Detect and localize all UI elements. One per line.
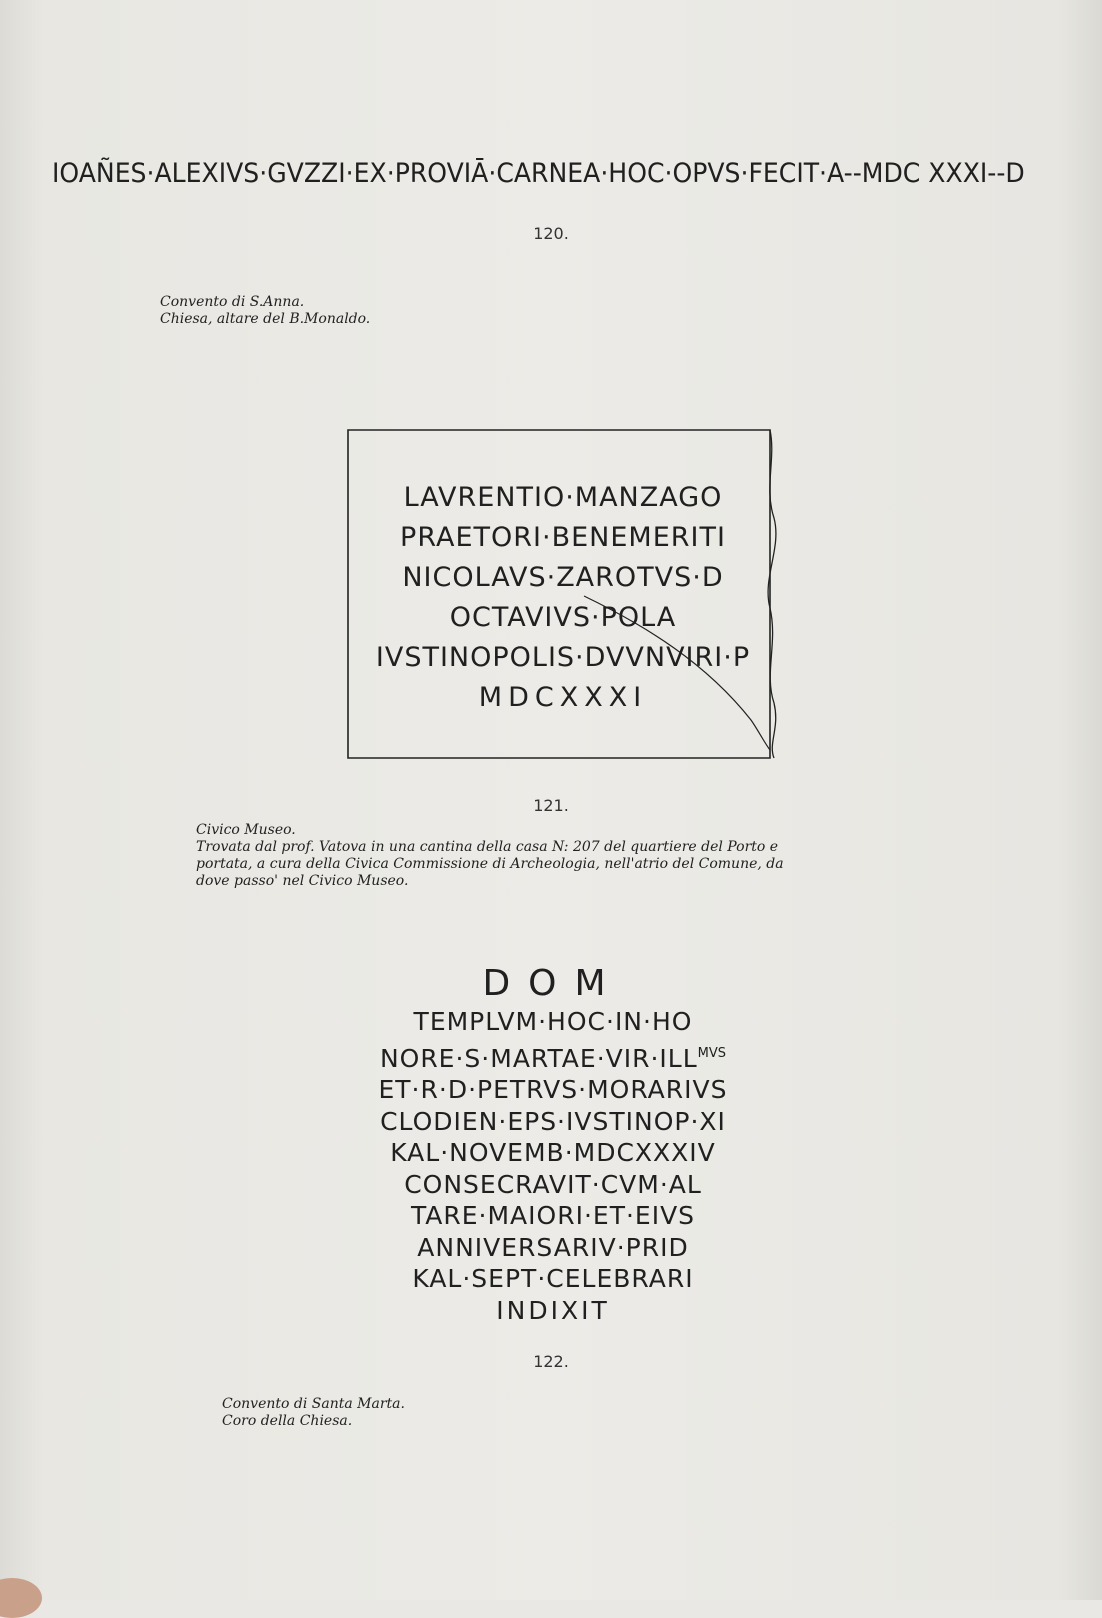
caption-line: Civico Museo.	[196, 822, 296, 838]
inscription-line: TARE·MAIORI·ET·EIVS	[410, 1201, 696, 1230]
inscription-line: CLODIEN·EPS·IVSTINOP·XI	[380, 1106, 726, 1136]
superscript-abbreviation: MVS	[697, 1045, 727, 1061]
caption-line: Convento di S.Anna.	[160, 294, 305, 310]
inscription-120-text: IOAÑES·ALEXIVS·GVZZI·EX·PROVIĀ·CARNEA·HOC·OPVS·FECIT·A--MDC XXXI--D	[52, 158, 1025, 189]
inscription-122-caption	[222, 1396, 405, 1430]
inscription-line: INDIXIT	[496, 1295, 610, 1325]
inscription-121-caption	[196, 822, 784, 890]
inscription-121-number: 121.	[533, 796, 569, 815]
inscription-120-number: 120.	[533, 224, 569, 243]
inscription-line: PRAETORI·BENEMERITI	[400, 522, 726, 553]
inscription-121-text	[346, 478, 780, 718]
inscription-line: KAL·NOVEMB·MDCXXXIV	[390, 1138, 716, 1167]
inscription-122-text	[351, 962, 755, 1326]
inscription-line: NICOLAVS·ZAROTVS·D	[402, 562, 724, 593]
inscription-122-number: 122.	[533, 1352, 569, 1371]
caption-line: Chiesa, altare del B.Monaldo.	[160, 311, 371, 327]
finger-thumb	[0, 1578, 42, 1618]
caption-line: portata, a cura della Civica Commissione di Archeologia, nell'atrio del Comune, da	[196, 856, 784, 872]
inscription-line: ANNIVERSARIV·PRID	[417, 1232, 689, 1262]
inscription-line: OCTAVIVS·POLA	[449, 602, 677, 633]
inscription-line: KAL·SEPT·CELEBRARI	[412, 1264, 694, 1293]
caption-line: dove passo' nel Civico Museo.	[196, 873, 409, 889]
inscription-line: CONSECRAVIT·CVM·AL	[404, 1169, 702, 1199]
inscription-line: MDCXXXI	[478, 682, 648, 713]
inscription-line: TEMPLVM·HOC·IN·HO	[413, 1007, 693, 1036]
inscription-122-title: DOM	[482, 963, 624, 1004]
caption-line: Coro della Chiesa.	[222, 1413, 353, 1429]
caption-line: Trovata dal prof. Vatova in una cantina della casa N: 207 del quartiere del Porto e	[196, 839, 779, 855]
inscription-line: LAVRENTIO·MANZAGO	[403, 482, 723, 513]
inscription-line	[351, 1038, 755, 1075]
caption-line: Convento di Santa Marta.	[222, 1396, 405, 1412]
inscription-line: IVSTINOPOLIS·DVVNVIRI·P	[375, 642, 751, 673]
inscription-120-caption	[160, 294, 370, 328]
inscription-line: ET·R·D·PETRVS·MORARIVS	[378, 1075, 728, 1104]
inscription-line-main: NORE·S·MARTAE·VIR·ILL	[379, 1043, 698, 1073]
